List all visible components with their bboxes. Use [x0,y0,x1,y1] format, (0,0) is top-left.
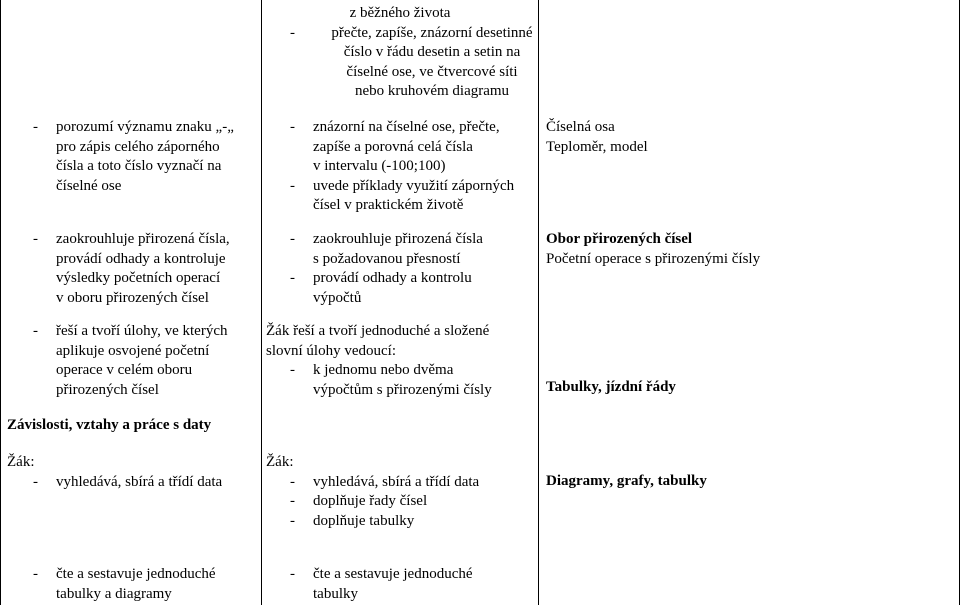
list-item: - přečte, zapíše, znázorní desetinné číslo v řádu desetin a setin na číselné ose, ve čtvercové síti nebo kruhovém diagramu [290,24,533,99]
list-item: - řeší a tvoří úlohy, ve kterých aplikuje osvojené početní operace v celém oboru přirozených čísel [33,323,228,398]
row0-col2 [290,24,551,102]
row6-col2 [290,565,473,604]
row2-col1 [33,230,230,308]
row0-col2-intro: z běžného života [349,5,451,21]
row2-col3: Obor přirozených čísel Početní operace s přirozenými čísly [546,231,761,267]
row1-col3: Číselná osa Teploměr, model [546,119,648,155]
list-item: - porozumí významu znaku „-„ pro zápis celého záporného čísla a toto číslo vyznačí na číselné ose [33,119,234,194]
list-item: - k jednomu nebo dvěma výpočtům s přirozenými čísly [290,362,492,398]
column-divider [0,0,1,605]
row1-col2 [290,118,514,216]
row5-col2: Žák: - vyhledává, sbírá a třídí data - doplňuje řady čísel - doplňuje tabulky [266,453,479,531]
row3-col1 [33,322,227,400]
list-item: - doplňuje tabulky [290,512,415,529]
row3-col3 [546,378,676,398]
section-title: Závislosti, vztahy a práce s daty [7,417,212,433]
column-divider [261,0,262,605]
topic-heading: Tabulky, jízdní řády [546,379,676,395]
list-item: - provádí odhady a kontrolu výpočtů [290,270,472,306]
row5-col3 [546,472,707,492]
row6-col1 [33,565,216,604]
list-item: - čte a sestavuje jednoduché tabulky a diagramy [33,566,216,602]
list-item: - zaokrouhluje přirozená čísla, provádí odhady a kontroluje výsledky početních operací v oboru přirozených čísel [33,231,230,306]
list-item: - doplňuje řady čísel [290,493,428,509]
row5-col1: Žák: - vyhledává, sbírá a třídí data [7,453,222,492]
list-item: - vyhledává, sbírá a třídí data [33,473,223,490]
list-item: - vyhledává, sbírá a třídí data [290,473,480,490]
topic-heading: Obor přirozených čísel [546,231,693,247]
list-item: - zaokrouhluje přirozená čísla s požadovanou přesností [290,231,483,267]
list-item: - uvede příklady využití záporných čísel v praktickém životě [290,177,515,213]
list-item: - znázorní na číselné ose, přečte, zapíše a porovná celá čísla v intervalu (-100;100) [290,119,500,174]
row1-col1 [33,118,234,196]
row3-col2: Žák řeší a tvoří jednoduché a složené slovní úlohy vedoucí: - k jednomu nebo dvěma výpočtům s přirozenými čísly [266,322,492,400]
list-item: - čte a sestavuje jednoduché tabulky [290,566,473,602]
topic-heading: Diagramy, grafy, tabulky [546,473,707,489]
row2-col2 [290,230,483,308]
